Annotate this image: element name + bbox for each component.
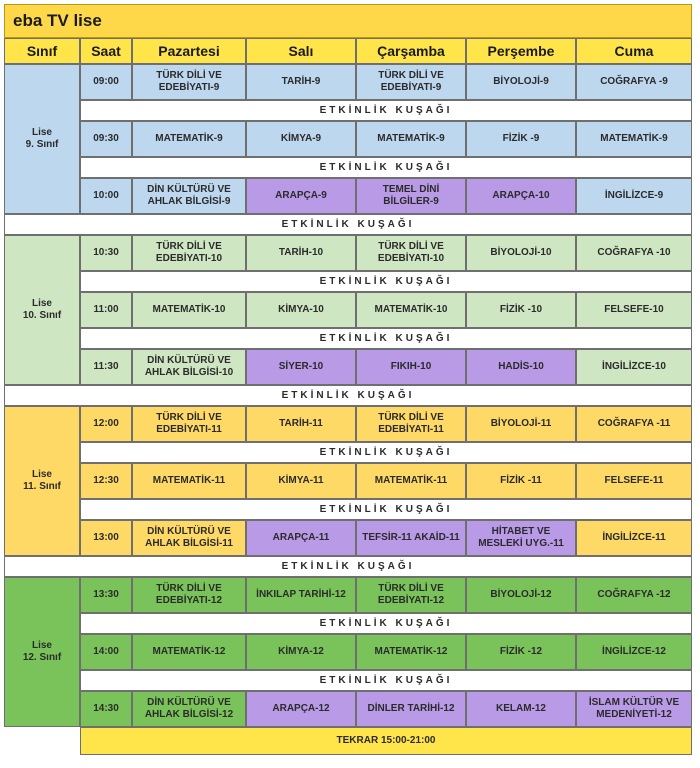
lesson-cell: FIKIH-10 [356, 349, 466, 385]
lesson-cell: ARAPÇA-10 [466, 178, 576, 214]
activity-band: ETKİNLİK KUŞAĞI [80, 271, 692, 292]
lesson-cell: SİYER-10 [246, 349, 356, 385]
grade-label [4, 235, 80, 385]
grade-label-line2: 12. Sınıf [22, 652, 62, 663]
lesson-cell: FİZİK -12 [466, 634, 576, 670]
lesson-cell: COĞRAFYA -10 [576, 235, 692, 271]
activity-band: ETKİNLİK KUŞAĞI [4, 214, 692, 235]
time-cell: 09:30 [80, 121, 132, 157]
time-cell: 14:30 [80, 691, 132, 727]
activity-band: ETKİNLİK KUŞAĞI [4, 556, 692, 577]
lesson-cell: MATEMATİK-11 [356, 463, 466, 499]
lesson-cell: MATEMATİK-10 [132, 292, 246, 328]
lesson-cell: İNGİLİZCE-9 [576, 178, 692, 214]
header-cell: Perşembe [466, 38, 576, 64]
grade-label-line2: 11. Sınıf [23, 481, 61, 492]
lesson-cell: ARAPÇA-12 [246, 691, 356, 727]
header-cell: Salı [246, 38, 356, 64]
time-cell: 10:00 [80, 178, 132, 214]
lesson-cell: FELSEFE-11 [576, 463, 692, 499]
activity-band: ETKİNLİK KUŞAĞI [80, 670, 692, 691]
header-cell: Cuma [576, 38, 692, 64]
repeat-footer: TEKRAR 15:00-21:00 [80, 727, 692, 755]
lesson-cell: TÜRK DİLİ VE EDEBİYATI-9 [132, 64, 246, 100]
lesson-cell: MATEMATİK-11 [132, 463, 246, 499]
lesson-cell: HİTABET VE MESLEKİ UYG.-11 [466, 520, 576, 556]
lesson-cell: ARAPÇA-11 [246, 520, 356, 556]
lesson-cell: COĞRAFYA -9 [576, 64, 692, 100]
lesson-cell: KİMYA-11 [246, 463, 356, 499]
lesson-cell: İNKILAP TARİHİ-12 [246, 577, 356, 613]
lesson-cell: İNGİLİZCE-11 [576, 520, 692, 556]
header-cell: Saat [80, 38, 132, 64]
page-title: eba TV lise [4, 4, 692, 38]
time-cell: 14:00 [80, 634, 132, 670]
lesson-cell: ARAPÇA-9 [246, 178, 356, 214]
lesson-cell: FİZİK -10 [466, 292, 576, 328]
time-cell: 13:00 [80, 520, 132, 556]
header-cell: Sınıf [4, 38, 80, 64]
lesson-cell: DİN KÜLTÜRÜ VE AHLAK BİLGİSİ-11 [132, 520, 246, 556]
lesson-cell: MATEMATİK-12 [132, 634, 246, 670]
lesson-cell: DİN KÜLTÜRÜ VE AHLAK BİLGİSİ-10 [132, 349, 246, 385]
lesson-cell: MATEMATİK-9 [132, 121, 246, 157]
lesson-cell: TÜRK DİLİ VE EDEBİYATI-10 [356, 235, 466, 271]
grade-label-line1: Lise [31, 127, 52, 138]
lesson-cell: BİYOLOJİ-12 [466, 577, 576, 613]
lesson-cell: DİN KÜLTÜRÜ VE AHLAK BİLGİSİ-12 [132, 691, 246, 727]
lesson-cell: TARİH-9 [246, 64, 356, 100]
activity-band: ETKİNLİK KUŞAĞI [80, 157, 692, 178]
lesson-cell: COĞRAFYA -11 [576, 406, 692, 442]
activity-band: ETKİNLİK KUŞAĞI [80, 100, 692, 121]
grade-label-line1: Lise [31, 298, 52, 309]
lesson-cell: TÜRK DİLİ VE EDEBİYATI-10 [132, 235, 246, 271]
lesson-cell: İNGİLİZCE-12 [576, 634, 692, 670]
lesson-cell: KİMYA-12 [246, 634, 356, 670]
schedule-table [4, 4, 692, 762]
lesson-cell: TÜRK DİLİ VE EDEBİYATI-11 [132, 406, 246, 442]
lesson-cell: TÜRK DİLİ VE EDEBİYATI-9 [356, 64, 466, 100]
time-cell: 13:30 [80, 577, 132, 613]
grade-label-line1: Lise [31, 640, 52, 651]
grade-label [4, 406, 80, 556]
lesson-cell: TÜRK DİLİ VE EDEBİYATI-12 [356, 577, 466, 613]
time-cell: 11:30 [80, 349, 132, 385]
time-cell: 11:00 [80, 292, 132, 328]
lesson-cell: TEMEL DİNİ BİLGİLER-9 [356, 178, 466, 214]
time-cell: 12:30 [80, 463, 132, 499]
grade-label-line2: 10. Sınıf [22, 310, 62, 321]
activity-band: ETKİNLİK KUŞAĞI [80, 499, 692, 520]
lesson-cell: FELSEFE-10 [576, 292, 692, 328]
lesson-cell: MATEMATİK-9 [576, 121, 692, 157]
grade-label-line2: 9. Sınıf [25, 139, 59, 150]
activity-band: ETKİNLİK KUŞAĞI [4, 385, 692, 406]
time-cell: 09:00 [80, 64, 132, 100]
time-cell: 10:30 [80, 235, 132, 271]
lesson-cell: MATEMATİK-10 [356, 292, 466, 328]
header-cell: Pazartesi [132, 38, 246, 64]
lesson-cell: TÜRK DİLİ VE EDEBİYATI-11 [356, 406, 466, 442]
lesson-cell: DİN KÜLTÜRÜ VE AHLAK BİLGİSİ-9 [132, 178, 246, 214]
lesson-cell: TÜRK DİLİ VE EDEBİYATI-12 [132, 577, 246, 613]
lesson-cell: MATEMATİK-9 [356, 121, 466, 157]
lesson-cell: KELAM-12 [466, 691, 576, 727]
header-cell: Çarşamba [356, 38, 466, 64]
lesson-cell: BİYOLOJİ-9 [466, 64, 576, 100]
grade-label [4, 577, 80, 727]
lesson-cell: İNGİLİZCE-10 [576, 349, 692, 385]
lesson-cell: DİNLER TARİHİ-12 [356, 691, 466, 727]
activity-band: ETKİNLİK KUŞAĞI [80, 328, 692, 349]
lesson-cell: BİYOLOJİ-11 [466, 406, 576, 442]
lesson-cell: TEFSİR-11 AKAİD-11 [356, 520, 466, 556]
grade-label [4, 64, 80, 214]
activity-band: ETKİNLİK KUŞAĞI [80, 442, 692, 463]
lesson-cell: FİZİK -11 [466, 463, 576, 499]
lesson-cell: BİYOLOJİ-10 [466, 235, 576, 271]
lesson-cell: İSLAM KÜLTÜR VE MEDENİYETİ-12 [576, 691, 692, 727]
lesson-cell: TARİH-11 [246, 406, 356, 442]
lesson-cell: TARİH-10 [246, 235, 356, 271]
lesson-cell: MATEMATİK-12 [356, 634, 466, 670]
activity-band: ETKİNLİK KUŞAĞI [80, 613, 692, 634]
time-cell: 12:00 [80, 406, 132, 442]
lesson-cell: FİZİK -9 [466, 121, 576, 157]
grade-label-line1: Lise [31, 469, 52, 480]
lesson-cell: KİMYA-10 [246, 292, 356, 328]
lesson-cell: HADİS-10 [466, 349, 576, 385]
lesson-cell: KİMYA-9 [246, 121, 356, 157]
lesson-cell: COĞRAFYA -12 [576, 577, 692, 613]
